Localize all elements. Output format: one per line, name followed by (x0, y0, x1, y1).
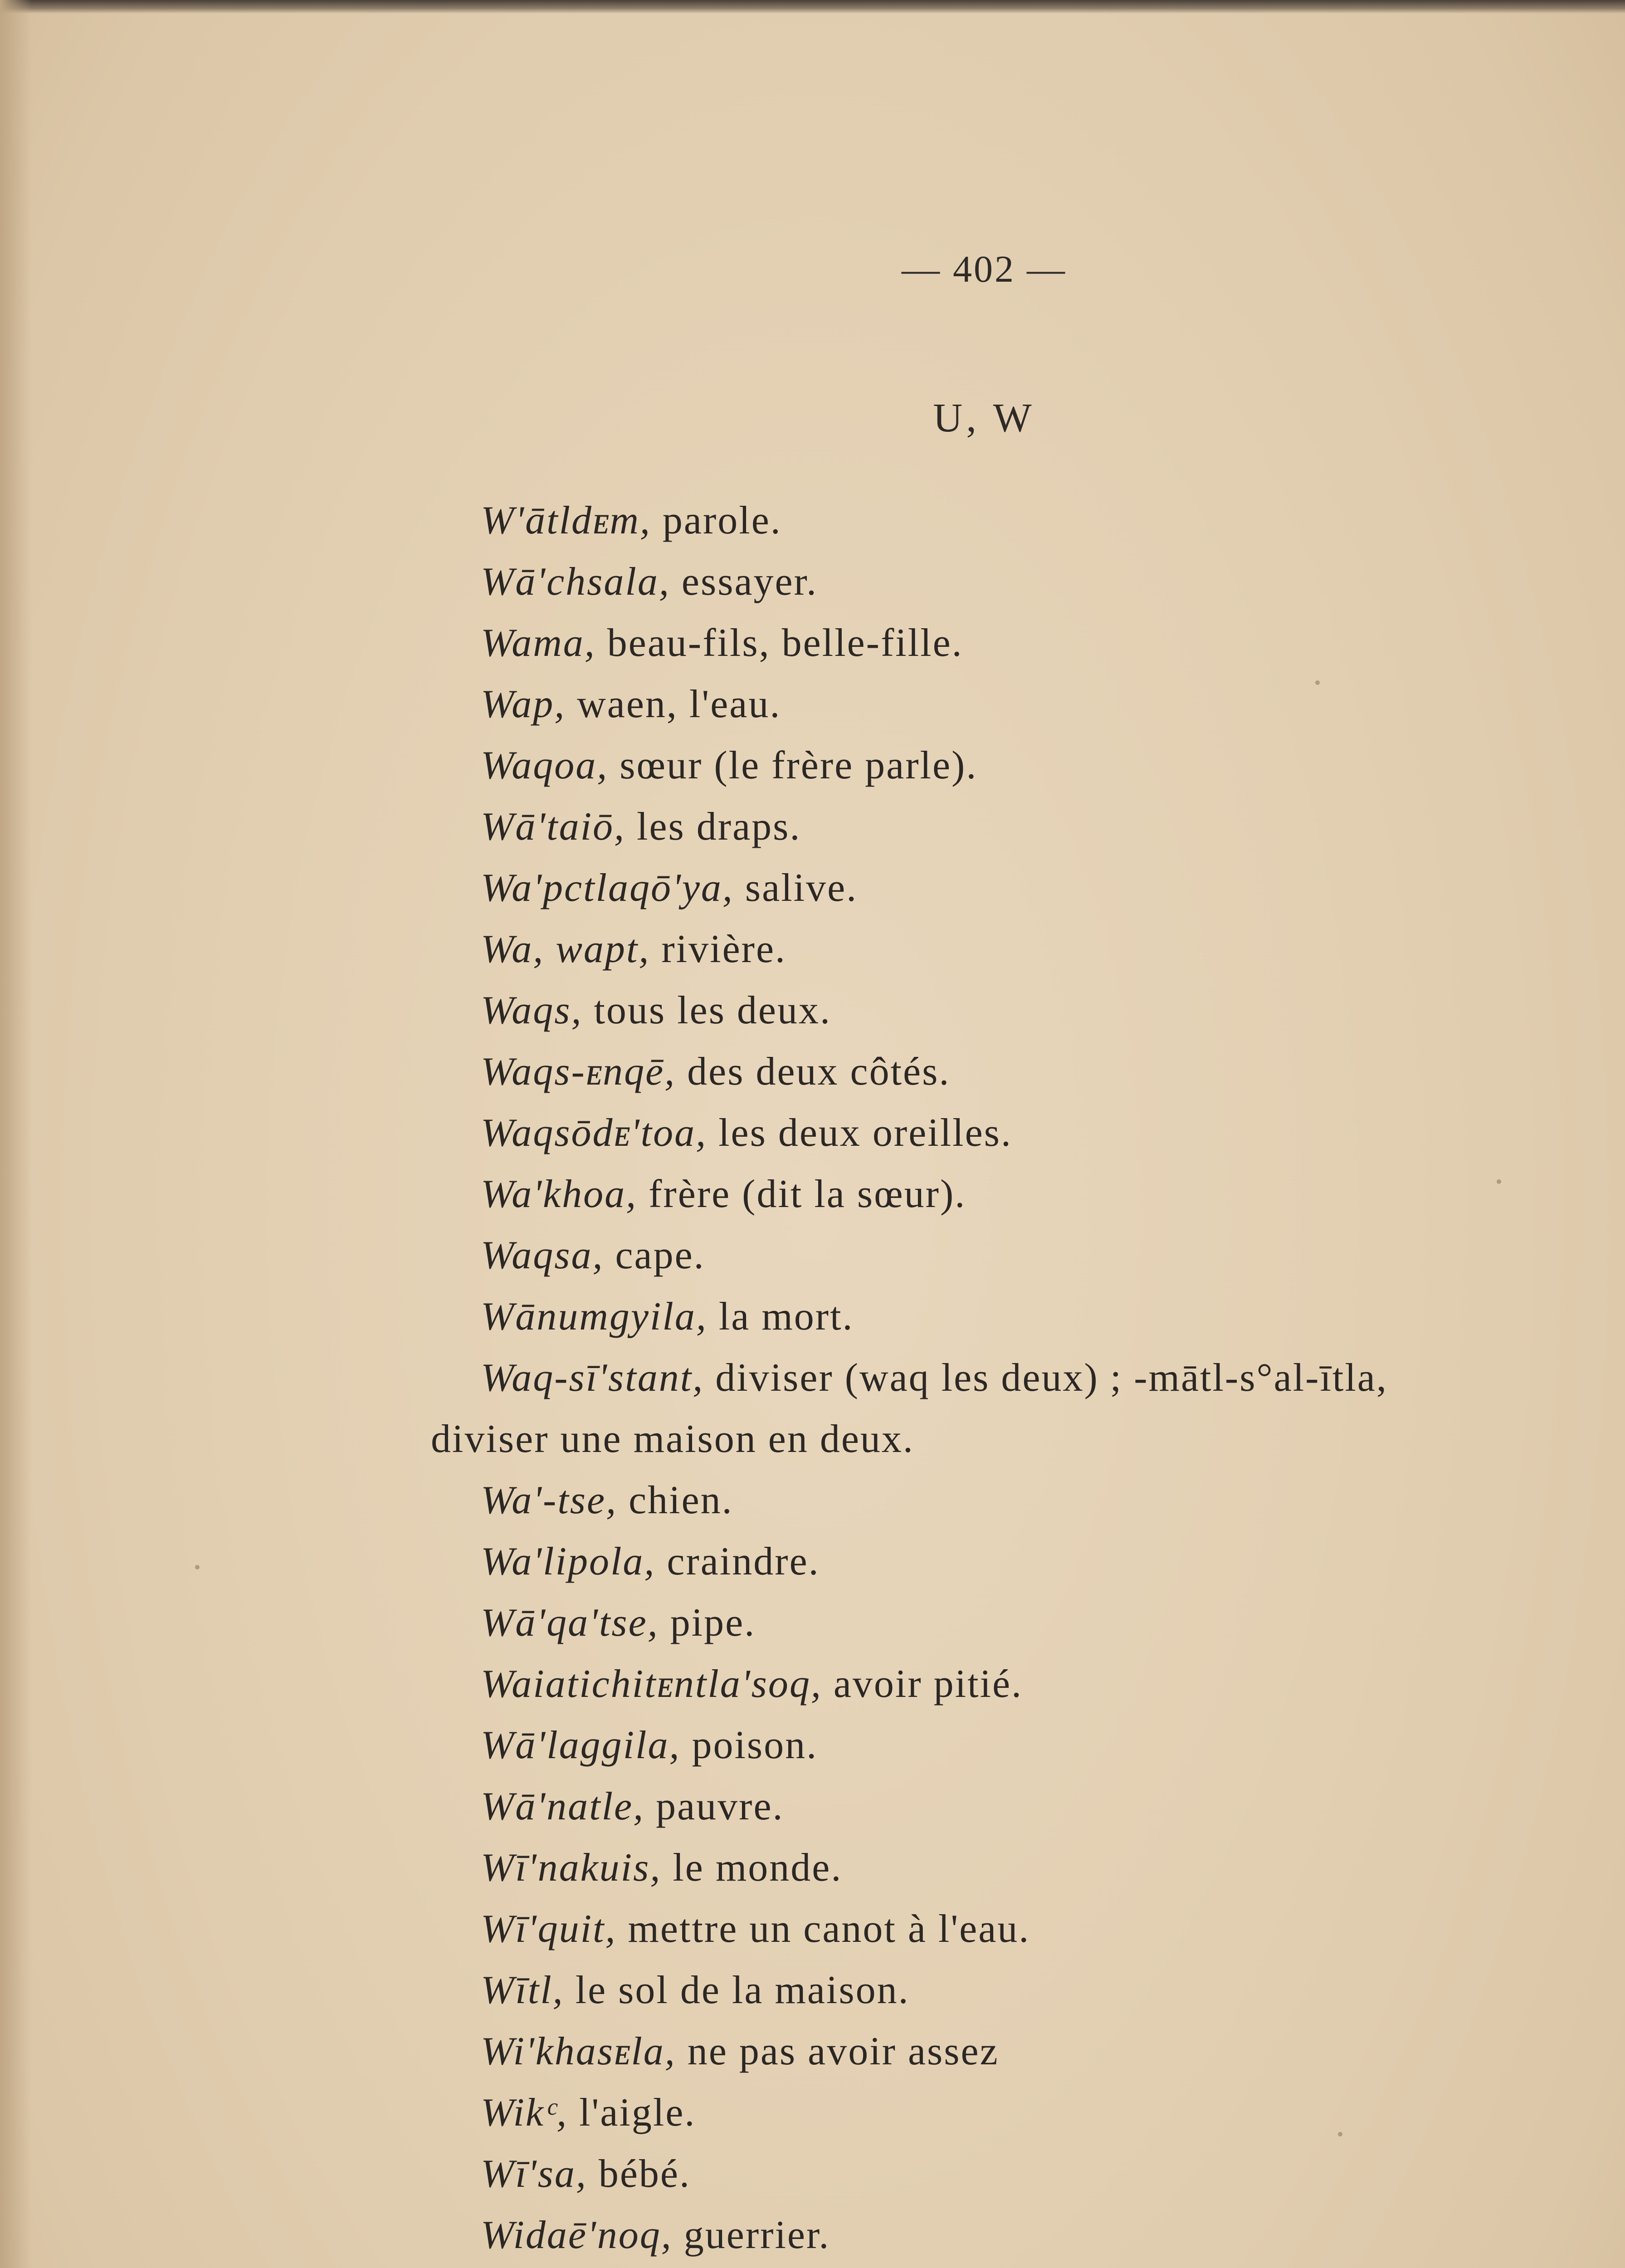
entry-term: Wā'taiō, (481, 805, 626, 849)
entry-term: Wa'lipola, (481, 1540, 656, 1584)
glossary-entry (481, 2143, 1592, 2204)
glossary-entry (481, 674, 1592, 735)
glossary-entry (481, 2082, 1592, 2143)
entry-term: Wa, wapt, (481, 927, 650, 971)
entry-gloss: craindre. (655, 1540, 820, 1584)
entry-gloss: poison. (680, 1723, 818, 1767)
entry-term: Waqsa, (481, 1233, 604, 1277)
glossary-entry (481, 857, 1592, 919)
entry-gloss: beau-fils, belle-fille. (595, 621, 963, 665)
entry-gloss: ne pas avoir assez (676, 2029, 999, 2073)
glossary-entry (481, 1102, 1592, 1163)
glossary-entry (481, 2204, 1592, 2266)
entry-gloss: guerrier. (672, 2213, 830, 2257)
entry-gloss: le monde. (661, 1846, 843, 1890)
glossary-entry (481, 1653, 1592, 1715)
glossary-entry (481, 919, 1592, 980)
entry-gloss: waen, l'eau. (566, 682, 781, 726)
glossary-entry (481, 1225, 1592, 1286)
entry-gloss: l'aigle. (568, 2091, 696, 2135)
paper-speck (1338, 2132, 1342, 2136)
glossary-entry (481, 1592, 1592, 1653)
entry-term: Waqs-ᴇnqē, (481, 1050, 676, 1094)
section-heading: U, W (933, 396, 1035, 440)
glossary-entry (481, 1837, 1592, 1898)
glossary-entry (481, 980, 1592, 1041)
glossary-entry (481, 1470, 1592, 1531)
glossary-entry-continuation (431, 1408, 1592, 1470)
entry-term: Wa'-tse, (481, 1478, 618, 1522)
glossary-entry (481, 1715, 1592, 1776)
page-top-edge (0, 0, 1625, 14)
entry-gloss: bébé. (587, 2152, 691, 2196)
glossary-entry (481, 1041, 1592, 1102)
entry-gloss: les deux oreilles. (707, 1111, 1012, 1155)
entry-gloss: diviser (waq les deux) ; -mātl-s°al-ītla, (704, 1356, 1388, 1400)
entry-term: Wānumgyila, (481, 1295, 708, 1339)
entry-term: Wā'qa'tse, (481, 1601, 659, 1645)
entry-term: Wama, (481, 621, 596, 665)
glossary-entry (481, 551, 1592, 612)
entry-gloss: pauvre. (644, 1784, 784, 1828)
entry-gloss: mettre un canot à l'eau. (616, 1907, 1030, 1951)
glossary-entry (481, 1776, 1592, 1837)
entry-gloss: rivière. (650, 927, 786, 971)
glossary-entry (481, 490, 1592, 551)
entry-term: Wa'pctlaqō'ya, (481, 866, 734, 910)
glossary-entry (481, 1531, 1592, 1592)
entry-term: Waiatichitᴇntla'soq, (481, 1662, 822, 1706)
entry-gloss: salive. (733, 866, 858, 910)
entry-term: Widaē'noq, (481, 2213, 673, 2257)
page-binding-edge (0, 0, 32, 2268)
glossary-entry (481, 1898, 1592, 1960)
glossary-entry (481, 1347, 1592, 1408)
glossary-entry (481, 612, 1592, 674)
entry-gloss: tous les deux. (582, 988, 831, 1032)
entry-term: Wap, (481, 682, 566, 726)
entry-term: Waqsōdᴇ'toa, (481, 1111, 708, 1155)
entry-term: Wī'quit, (481, 1907, 617, 1951)
entry-term: Wī'sa, (481, 2152, 587, 2196)
entry-gloss: diviser une maison en deux. (431, 1417, 914, 1461)
glossary-entry (481, 1163, 1592, 1225)
entry-term: Waqoa, (481, 743, 609, 787)
entry-term: Wā'laggila, (481, 1723, 681, 1767)
entry-gloss: le sol de la maison. (564, 1968, 910, 2012)
glossary-entry (481, 2021, 1592, 2082)
entry-gloss: parole. (651, 499, 782, 543)
paper-speck (1315, 680, 1320, 685)
entry-term: Wī'nakuis, (481, 1846, 662, 1890)
entry-gloss: essayer. (670, 560, 818, 604)
entry-term: Waq-sī'stant, (481, 1356, 704, 1400)
entry-term: Wikᶜ, (481, 2091, 568, 2135)
entry-gloss: sœur (le frère parle). (608, 743, 978, 787)
entry-gloss: chien. (617, 1478, 733, 1522)
entry-term: Wa'khoa, (481, 1172, 638, 1216)
entry-gloss: pipe. (659, 1601, 756, 1645)
paper-speck (195, 1565, 200, 1569)
glossary-entry (481, 1960, 1592, 2021)
glossary-entry (481, 796, 1592, 857)
entry-term: Wā'chsala, (481, 560, 670, 604)
entry-gloss: les draps. (625, 805, 801, 849)
entry-gloss: la mort. (707, 1295, 854, 1339)
entry-term: Wi'khasᴇla, (481, 2029, 676, 2073)
entry-term: Waqs, (481, 988, 583, 1032)
entry-gloss: avoir pitié. (822, 1662, 1023, 1706)
glossary-entry (481, 1286, 1592, 1347)
entry-term: W'ātldᴇm, (481, 499, 651, 543)
entry-gloss: cape. (604, 1233, 705, 1277)
entry-term: Wā'natle, (481, 1784, 645, 1828)
glossary-list (431, 490, 1592, 2266)
glossary-entry (481, 735, 1592, 796)
entry-term: Wītl, (481, 1968, 564, 2012)
entry-gloss: frère (dit la sœur). (637, 1172, 966, 1216)
paper-speck (1497, 1179, 1501, 1184)
entry-gloss: des deux côtés. (676, 1050, 951, 1094)
page-number: — 402 — (902, 248, 1067, 290)
